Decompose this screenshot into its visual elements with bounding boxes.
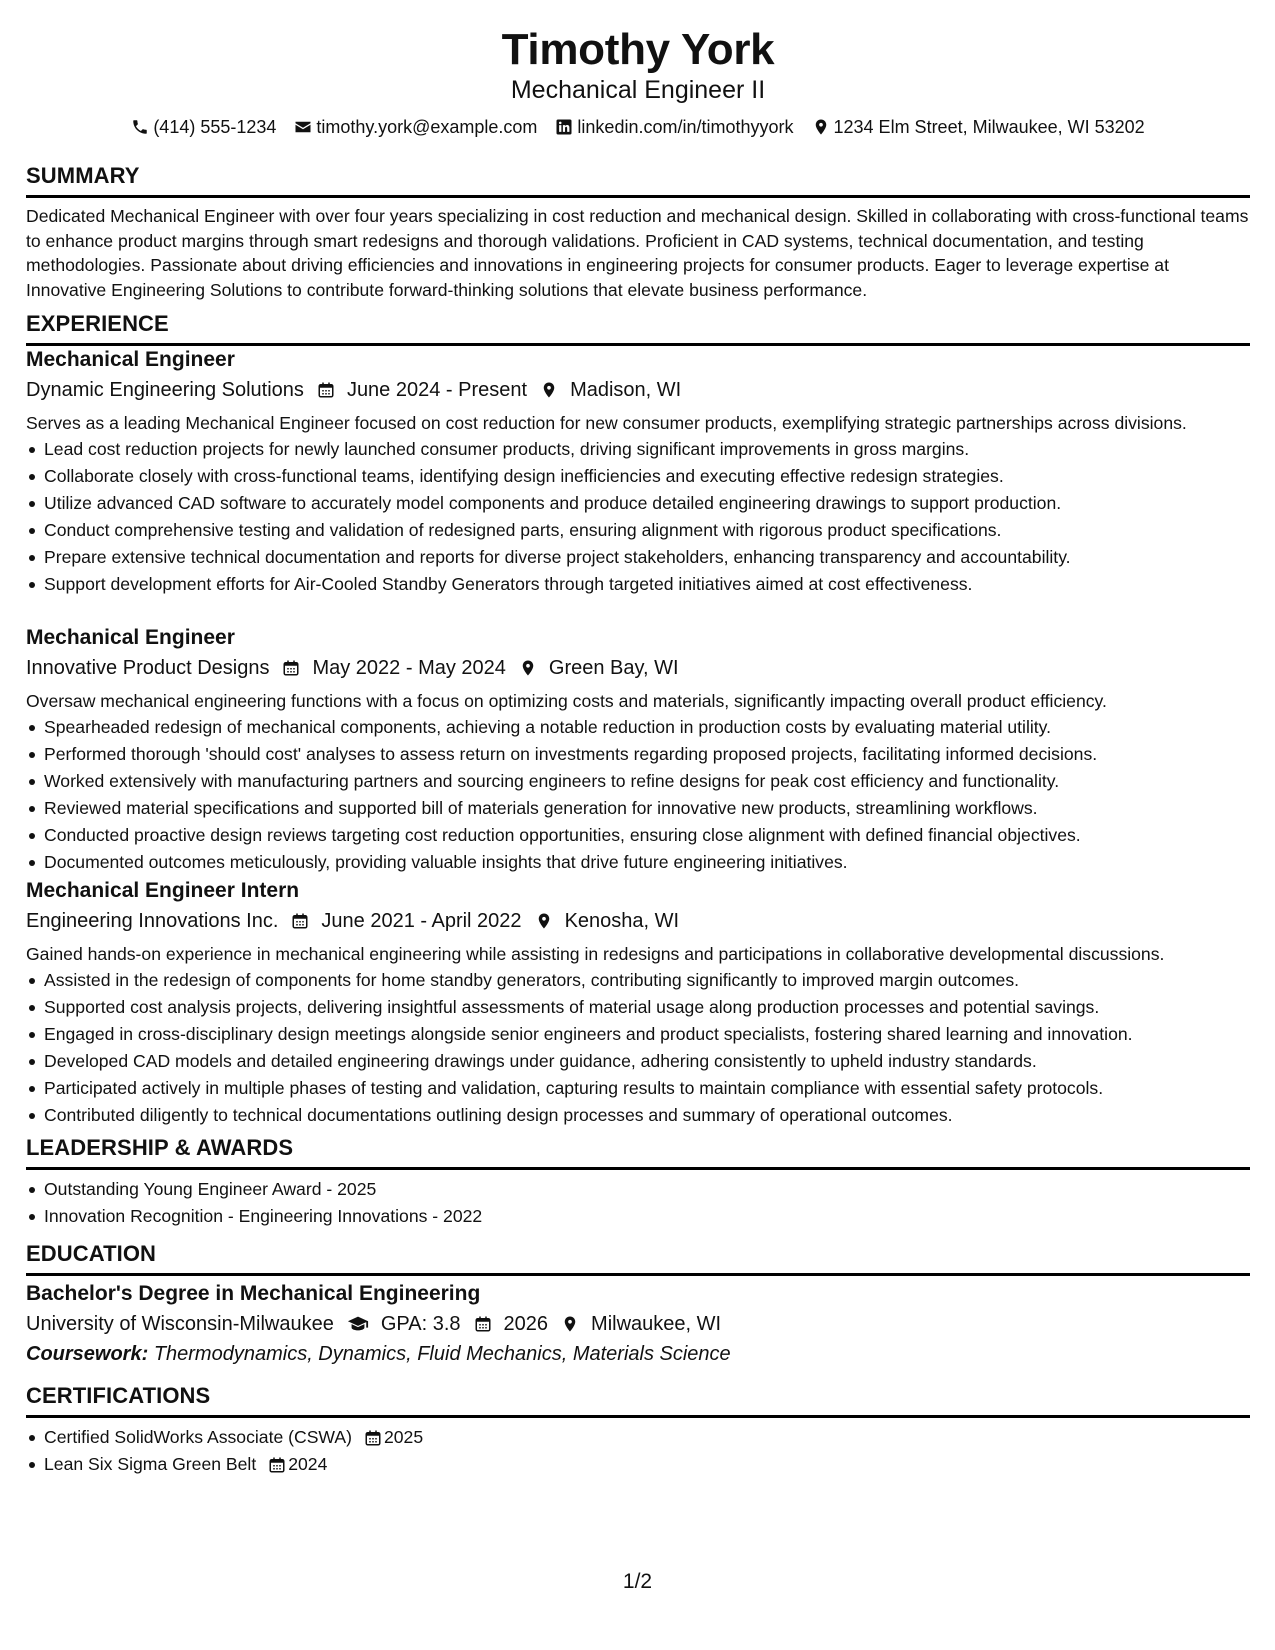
phone-icon	[131, 118, 149, 136]
coursework-text: Thermodynamics, Dynamics, Fluid Mechanics, Materials Science	[153, 1343, 731, 1365]
education-meta	[26, 1310, 1250, 1338]
job-dates: June 2024 - Present	[346, 379, 528, 401]
graduation-cap-icon	[347, 1313, 369, 1335]
list-item: Supported cost analysis projects, delivering insightful assessments of material usage along production processes and potential savings.	[44, 994, 1250, 1021]
calendar-icon	[291, 912, 309, 930]
job-bullets	[26, 436, 1250, 598]
contact-address	[812, 114, 1145, 140]
job-dates: June 2021 - April 2022	[321, 910, 522, 932]
list-item: Contributed diligently to technical documentations outlining design processes and summary of operational outcomes.	[44, 1102, 1250, 1129]
list-item: Participated actively in multiple phases of testing and validation, capturing results to maintain compliance with essential safety protocols.	[44, 1075, 1250, 1102]
calendar-icon	[474, 1315, 492, 1333]
linkedin-text: linkedin.com/in/timothyyork	[577, 117, 794, 137]
contact-phone[interactable]	[131, 114, 276, 140]
job-entry	[26, 624, 1250, 876]
job-bullets	[26, 714, 1250, 876]
section-heading: SUMMARY	[26, 163, 140, 188]
list-item: Performed thorough 'should cost' analyses to assess return on investments regarding proposed projects, facilitating informed decisions.	[44, 741, 1250, 768]
certification-row	[44, 1424, 1250, 1451]
list-item: Outstanding Young Engineer Award - 2025	[44, 1176, 1250, 1203]
list-item: Innovation Recognition - Engineering Innovations - 2022	[44, 1203, 1250, 1230]
section-divider	[26, 1415, 1250, 1418]
job-bullets	[26, 967, 1250, 1129]
map-pin-icon	[540, 381, 558, 399]
job-description: Oversaw mechanical engineering functions with a focus on optimizing costs and materials, significantly impacting overall product efficiency.	[26, 691, 1107, 711]
address-text: 1234 Elm Street, Milwaukee, WI 53202	[833, 117, 1145, 137]
job-meta	[26, 907, 1250, 935]
list-item: Conducted proactive design reviews targeting cost reduction opportunities, ensuring close alignment with defined financial objectives.	[44, 822, 1250, 849]
contact-email[interactable]	[294, 114, 537, 140]
summary-text: Dedicated Mechanical Engineer with over four years specializing in cost reduction and mechanical design. Skilled in collaborating with cross-functional teams to enhance product margins through smart redesigns and thorough validations. Proficient in CAD systems, technical documentation, and testing methodologies. Passionate about driving efficiencies and innovations in engineering projects for consumer products. Eager to leverage expertise at Innovative Engineering Solutions to contribute forward-thinking solutions that elevate business performance.	[26, 206, 1249, 300]
company-name: Innovative Product Designs	[26, 657, 270, 679]
list-item: Documented outcomes meticulously, providing valuable insights that drive future engineering initiatives.	[44, 849, 1250, 876]
certification-year: 2025	[383, 1427, 424, 1447]
candidate-name: Timothy York	[501, 25, 775, 74]
map-pin-icon	[812, 118, 830, 136]
contact-linkedin[interactable]	[555, 114, 793, 140]
list-item: Support development efforts for Air-Cooled Standby Generators through targeted initiatives aimed at cost effectiveness.	[44, 571, 1250, 598]
list-item: Developed CAD models and detailed engineering drawings under guidance, adhering consistently to upheld industry standards.	[44, 1048, 1250, 1075]
list-item: Collaborate closely with cross-functional teams, identifying design inefficiencies and executing effective redesign strategies.	[44, 463, 1250, 490]
page-number: 1/2	[622, 1570, 653, 1593]
job-location: Green Bay, WI	[548, 657, 679, 679]
list-item: Conduct comprehensive testing and validation of redesigned parts, ensuring alignment with rigorous product specifications.	[44, 517, 1250, 544]
section-heading: CERTIFICATIONS	[26, 1383, 211, 1408]
certification-row	[44, 1451, 1250, 1478]
coursework-label: Coursework:	[26, 1343, 149, 1365]
job-location: Kenosha, WI	[564, 910, 680, 932]
graduation-year: 2026	[503, 1313, 549, 1335]
company-name: Engineering Innovations Inc.	[26, 910, 279, 932]
section-heading: EXPERIENCE	[26, 311, 169, 336]
job-meta	[26, 654, 1250, 682]
list-item	[44, 1451, 1250, 1478]
gpa-text: GPA: 3.8	[380, 1313, 461, 1335]
degree-title: Bachelor's Degree in Mechanical Engineering	[26, 1282, 481, 1305]
map-pin-icon	[535, 912, 553, 930]
contact-bar	[26, 114, 1250, 140]
section-heading: LEADERSHIP & AWARDS	[26, 1135, 294, 1160]
section-divider	[26, 1167, 1250, 1170]
job-entry	[26, 346, 1250, 598]
list-item: Engaged in cross-disciplinary design meetings alongside senior engineers and product specialists, fostering shared learning and innovation.	[44, 1021, 1250, 1048]
list-item: Lead cost reduction projects for newly launched consumer products, driving significant improvements in gross margins.	[44, 436, 1250, 463]
envelope-icon	[294, 118, 312, 136]
leadership-section	[26, 1134, 1250, 1230]
school-name: University of Wisconsin-Milwaukee	[26, 1313, 334, 1335]
list-item	[44, 1424, 1250, 1451]
calendar-icon	[268, 1456, 286, 1474]
job-title: Mechanical Engineer	[26, 348, 235, 371]
job-description: Serves as a leading Mechanical Engineer focused on cost reduction for new consumer products, exemplifying strategic partnerships across divisions.	[26, 413, 1187, 433]
list-item: Worked extensively with manufacturing partners and sourcing engineers to refine designs for peak cost efficiency and functionality.	[44, 768, 1250, 795]
map-pin-icon	[561, 1315, 579, 1333]
list-item: Prepare extensive technical documentation and reports for diverse project stakeholders, enhancing transparency and accountability.	[44, 544, 1250, 571]
section-divider	[26, 1273, 1250, 1276]
calendar-icon	[282, 659, 300, 677]
certification-name: Certified SolidWorks Associate (CSWA)	[44, 1427, 352, 1447]
certification-list	[26, 1424, 1250, 1478]
calendar-icon	[364, 1429, 382, 1447]
resume-page	[26, 0, 1250, 1474]
education-section	[26, 1240, 1250, 1368]
company-name: Dynamic Engineering Solutions	[26, 379, 304, 401]
job-title: Mechanical Engineer	[26, 626, 235, 649]
linkedin-icon	[555, 118, 573, 136]
certification-name: Lean Six Sigma Green Belt	[44, 1454, 257, 1474]
summary-section	[26, 162, 1250, 302]
job-dates: May 2022 - May 2024	[312, 657, 506, 679]
list-item: Spearheaded redesign of mechanical components, achieving a notable reduction in production costs by evaluating material utility.	[44, 714, 1250, 741]
email-text: timothy.york@example.com	[316, 117, 538, 137]
map-pin-icon	[519, 659, 537, 677]
section-heading: EDUCATION	[26, 1241, 157, 1266]
job-entry	[26, 877, 1250, 1129]
coursework-line	[26, 1340, 1250, 1368]
school-location: Milwaukee, WI	[591, 1313, 722, 1335]
experience-section	[26, 310, 1250, 346]
job-location: Madison, WI	[570, 379, 682, 401]
award-list	[26, 1176, 1250, 1230]
calendar-icon	[317, 381, 335, 399]
certifications-section	[26, 1382, 1250, 1478]
phone-text: (414) 555-1234	[153, 117, 277, 137]
job-title: Mechanical Engineer Intern	[26, 879, 300, 902]
resume-header	[26, 25, 1250, 140]
certification-year: 2024	[288, 1454, 328, 1474]
job-meta	[26, 376, 1250, 404]
list-item: Assisted in the redesign of components for home standby generators, contributing significantly to improved margin outcomes.	[44, 967, 1250, 994]
candidate-title: Mechanical Engineer II	[510, 76, 766, 104]
list-item: Reviewed material specifications and supported bill of materials generation for innovative new products, streamlining workflows.	[44, 795, 1250, 822]
list-item: Utilize advanced CAD software to accurately model components and produce detailed engineering drawings to support production.	[44, 490, 1250, 517]
job-description: Gained hands-on experience in mechanical engineering while assisting in redesigns and participations in collaborative developmental discussions.	[26, 944, 1165, 964]
section-divider	[26, 195, 1250, 198]
